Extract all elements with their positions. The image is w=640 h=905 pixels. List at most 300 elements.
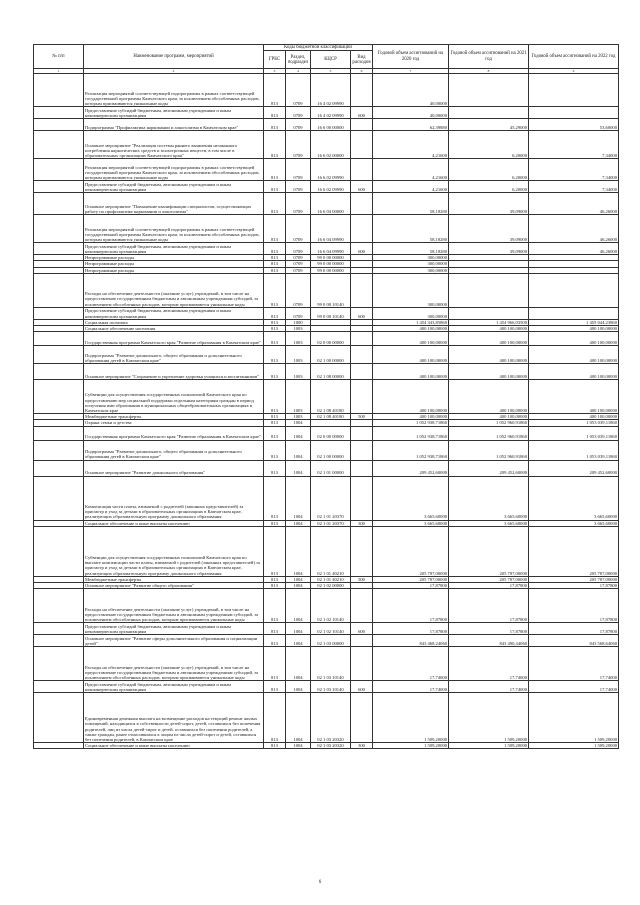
cell-section: 1004: [286, 623, 311, 635]
header-2021: Годовой объем ассигнований на 2021 год: [449, 45, 529, 69]
cell-kcsr: 16 4 02 09990: [311, 74, 351, 107]
cell-2021: 17,74000: [449, 681, 529, 693]
table-row: [34, 526, 619, 576]
cell-2020: 40,00000: [373, 107, 449, 119]
cell-name: Охрана семьи и детства: [84, 420, 264, 426]
cell-grbs: 813: [264, 267, 286, 273]
cell-grbs: 813: [264, 647, 286, 681]
table-row: [34, 131, 619, 159]
table-row: [34, 693, 619, 743]
column-number: 6: [351, 69, 373, 74]
table-row: [34, 681, 619, 693]
cell-num: [34, 215, 84, 243]
cell-2020: 300,00000: [373, 307, 449, 319]
cell-name: Предоставление субсидий бюджетным, автономным учреждениям и иным некоммерческим организациям: [84, 243, 264, 255]
cell-2022: 7,34000: [529, 131, 619, 159]
cell-kvr: 500: [351, 576, 373, 582]
cell-grbs: 813: [264, 346, 286, 364]
column-number: 3: [264, 69, 286, 74]
cell-grbs: 813: [264, 635, 286, 647]
cell-2021: 400 100,00000: [449, 332, 529, 346]
cell-grbs: 813: [264, 420, 286, 426]
cell-grbs: 813: [264, 589, 286, 623]
cell-num: [34, 681, 84, 693]
cell-kcsr: 02 1 03 20320: [311, 743, 351, 749]
cell-2021: 17,87800: [449, 623, 529, 635]
cell-2022: 1 455 044,23860: [529, 319, 619, 325]
cell-kvr: [351, 693, 373, 743]
cell-grbs: 813: [264, 380, 286, 414]
cell-section: 0709: [286, 307, 311, 319]
budget-document-page: [33, 44, 618, 749]
header-grbs: ГРБС: [264, 51, 286, 69]
cell-2021: 1 509,20000: [449, 743, 529, 749]
cell-2020: 400 100,00000: [373, 380, 449, 414]
cell-2020: 1 052 938,71860: [373, 420, 449, 426]
cell-kcsr: 16 6 04 00000: [311, 193, 351, 215]
cell-name: Государственная программа Камчатского края "Развитие образования в Камчатском крае": [84, 332, 264, 346]
table-header: [34, 45, 619, 74]
cell-name: Социальная политика: [84, 319, 264, 325]
cell-name: Подпрограмма "Развитие дошкольного, общего образования и дополнительного образования детей в Камчатском крае": [84, 346, 264, 364]
cell-kvr: 600: [351, 107, 373, 119]
cell-2021: 1 454 966,03500: [449, 319, 529, 325]
table-row: [34, 181, 619, 193]
cell-2022: [529, 74, 619, 107]
cell-name: Предоставление субсидий бюджетным, автономным учреждениям и иным некоммерческим организациям: [84, 623, 264, 635]
cell-num: [34, 589, 84, 623]
cell-kvr: [351, 332, 373, 346]
cell-num: [34, 440, 84, 460]
cell-2022: 17,87800: [529, 589, 619, 623]
cell-kcsr: 02 1 08 00000: [311, 364, 351, 380]
cell-section: 1003: [286, 414, 311, 420]
cell-kvr: [351, 526, 373, 576]
cell-2021: [449, 273, 529, 307]
cell-section: 1004: [286, 635, 311, 647]
cell-2020: 4,21600: [373, 181, 449, 193]
cell-name: Субвенции для осуществления государственных полномочий Камчатского края по предоставлению мер социальной поддержки отдельным категориям граждан в период получения ими образования в муниципальных общеобразовательных организациях в Камчатском крае: [84, 380, 264, 414]
cell-2020: 40,00000: [373, 74, 449, 107]
cell-section: 1004: [286, 576, 311, 582]
header-2020: Годовой объем ассигнований на 2020 год: [373, 45, 449, 69]
cell-2022: 205 787,00000: [529, 526, 619, 576]
cell-grbs: 813: [264, 107, 286, 119]
cell-2021: 39,09000: [449, 243, 529, 255]
table-row: [34, 332, 619, 346]
cell-section: 1004: [286, 693, 311, 743]
cell-2021: 17,87800: [449, 583, 529, 589]
cell-section: 0709: [286, 273, 311, 307]
cell-2020: 1 052 938,71860: [373, 440, 449, 460]
cell-grbs: 813: [264, 255, 286, 261]
cell-num: [34, 193, 84, 215]
cell-section: 1003: [286, 364, 311, 380]
cell-2021: 843 490,44060: [449, 635, 529, 647]
cell-name: Межбюджетные трансферты: [84, 414, 264, 420]
header-kcsr: КЦСР: [311, 51, 351, 69]
cell-kcsr: 02 0 00 00000: [311, 332, 351, 346]
cell-name: Расходы на обеспечение деятельности (оказание услуг) учреждений, в том числе на предоставление государственным бюджетным и автономным учреждениям субсидий, за исключением обособленных расходов, которым присваиваются уникальные коды: [84, 647, 264, 681]
table-row: [34, 193, 619, 215]
cell-name: Государственная программа Камчатского края "Развитие образования в Камчатском крае": [84, 426, 264, 440]
cell-name: Непрограммные расходы: [84, 255, 264, 261]
table-row: [34, 380, 619, 414]
cell-num: [34, 526, 84, 576]
cell-num: [34, 131, 84, 159]
cell-name: Расходы на обеспечение деятельности (оказание услуг) учреждений, в том числе на предоставление государственным бюджетным и автономным учреждениям субсидий, за исключением обособленных расходов, которым присваиваются уникальные коды: [84, 273, 264, 307]
cell-2020: 58,18280: [373, 215, 449, 243]
cell-grbs: 813: [264, 520, 286, 526]
cell-name: Подпрограмма "Профилактика наркомании и алкоголизма в Камчатском крае": [84, 119, 264, 131]
cell-section: 0709: [286, 74, 311, 107]
cell-2022: 400 100,00000: [529, 346, 619, 364]
table-row: [34, 215, 619, 243]
cell-kcsr: 02 0 00 00000: [311, 426, 351, 440]
cell-name: Социальное обеспечение и иные выплаты населению: [84, 520, 264, 526]
cell-kcsr: 99 0 00 00000: [311, 255, 351, 261]
table-row: [34, 440, 619, 460]
cell-kvr: [351, 635, 373, 647]
cell-2022: 17,87800: [529, 583, 619, 589]
cell-grbs: 813: [264, 119, 286, 131]
cell-kcsr: 16 4 02 09990: [311, 107, 351, 119]
cell-grbs: 813: [264, 273, 286, 307]
cell-grbs: 813: [264, 440, 286, 460]
cell-section: 0709: [286, 159, 311, 181]
cell-2022: 1 053 039,11860: [529, 420, 619, 426]
cell-kcsr: 16 6 04 09990: [311, 215, 351, 243]
cell-2022: 3 665,60000: [529, 520, 619, 526]
cell-2022: 400 100,00000: [529, 380, 619, 414]
cell-num: [34, 74, 84, 107]
cell-num: [34, 476, 84, 520]
cell-grbs: 813: [264, 159, 286, 181]
cell-2022: 1 053 039,11860: [529, 440, 619, 460]
cell-2020: 3 665,60000: [373, 476, 449, 520]
cell-2020: 62,39880: [373, 119, 449, 131]
cell-2022: [529, 107, 619, 119]
cell-name: Реализация мероприятий соответствующей подпрограммы в рамках соответствующей государственной программы Камчатского края, за исключением обособленных расходов, которым присваиваются уникальные коды: [84, 74, 264, 107]
cell-kvr: 300: [351, 520, 373, 526]
table-row: [34, 74, 619, 107]
cell-2021: 3 665,60000: [449, 520, 529, 526]
header-name: Наименование программ, мероприятий: [84, 45, 264, 69]
cell-grbs: 813: [264, 364, 286, 380]
cell-kcsr: 02 1 03 10140: [311, 647, 351, 681]
cell-2020: 205 787,00000: [373, 576, 449, 582]
cell-section: 0709: [286, 255, 311, 261]
header-section: Раздел, подраздел: [286, 51, 311, 69]
cell-num: [34, 181, 84, 193]
cell-kvr: 600: [351, 181, 373, 193]
cell-kvr: 500: [351, 414, 373, 420]
cell-2021: 17,74000: [449, 647, 529, 681]
cell-2020: 4,21600: [373, 131, 449, 159]
table-row: [34, 346, 619, 364]
cell-2020: 843 468,24060: [373, 635, 449, 647]
cell-2021: 400 100,00000: [449, 414, 529, 420]
cell-section: 0709: [286, 243, 311, 255]
cell-2021: 3 665,60000: [449, 476, 529, 520]
cell-2020: 17,87800: [373, 583, 449, 589]
cell-kvr: 600: [351, 623, 373, 635]
cell-grbs: 813: [264, 243, 286, 255]
cell-2022: [529, 307, 619, 319]
cell-2021: 205 787,00000: [449, 576, 529, 582]
cell-section: 1004: [286, 647, 311, 681]
cell-grbs: 813: [264, 576, 286, 582]
table-row: [34, 159, 619, 181]
cell-2021: [449, 74, 529, 107]
cell-kvr: [351, 589, 373, 623]
table-row: [34, 364, 619, 380]
cell-2021: 400 100,00000: [449, 380, 529, 414]
cell-2022: 400 100,00000: [529, 332, 619, 346]
cell-kcsr: 16 6 04 09990: [311, 243, 351, 255]
cell-name: Предоставление субсидий бюджетным, автономным учреждениям и иным некоммерческим организациям: [84, 107, 264, 119]
cell-kvr: [351, 273, 373, 307]
cell-2022: 1 053 039,11860: [529, 426, 619, 440]
cell-kvr: [351, 74, 373, 107]
cell-2022: 1 509,20000: [529, 693, 619, 743]
cell-kcsr: 02 1 01 20370: [311, 476, 351, 520]
cell-2020: 400 100,00000: [373, 332, 449, 346]
cell-2022: 7,34000: [529, 181, 619, 193]
cell-section: 1004: [286, 743, 311, 749]
cell-name: Компенсация части платы, взимаемой с родителей (законных представителей) за присмотр и уход за детьми в образовательных организациях в Камчатском крае, реализующих образовательную программу дошкольного образования: [84, 476, 264, 520]
cell-grbs: 813: [264, 426, 286, 440]
cell-2022: 7,34000: [529, 159, 619, 181]
cell-grbs: 813: [264, 623, 286, 635]
cell-num: [34, 119, 84, 131]
cell-kcsr: 99 0 00 10140: [311, 273, 351, 307]
cell-name: Предоставление субсидий бюджетным, автономным учреждениям и иным некоммерческим организациям: [84, 681, 264, 693]
cell-num: [34, 332, 84, 346]
table-row: [34, 589, 619, 623]
cell-section: 1003: [286, 380, 311, 414]
table-row: [34, 273, 619, 307]
cell-grbs: 813: [264, 526, 286, 576]
cell-2020: 17,87800: [373, 589, 449, 623]
cell-section: 1004: [286, 426, 311, 440]
cell-name: Основное мероприятие "Развитие дошкольного образования": [84, 460, 264, 476]
cell-2022: 1 509,20000: [529, 743, 619, 749]
cell-grbs: 813: [264, 181, 286, 193]
cell-grbs: 813: [264, 332, 286, 346]
cell-num: [34, 635, 84, 647]
table-row: [34, 647, 619, 681]
cell-name: Реализация мероприятий соответствующей подпрограммы в рамках соответствующей государственной программы Камчатского края, за исключением обособленных расходов, которым присваиваются уникальные коды: [84, 215, 264, 243]
cell-2020: 205 787,00000: [373, 526, 449, 576]
cell-kvr: 600: [351, 243, 373, 255]
cell-kcsr: 16 6 00 00000: [311, 119, 351, 131]
cell-kcsr: 02 1 03 00000: [311, 635, 351, 647]
cell-2021: 1 509,20000: [449, 693, 529, 743]
cell-name: Субвенции для осуществления государственных полномочий Камчатского края по выплате компенсации части платы, взимаемой с родителей (законных представителей) за присмотр и уход за детьми в образовательных организациях в Камчатском крае, реализующих образовательную программу дошкольного образования: [84, 526, 264, 576]
header-codes-group: Коды бюджетной классификации: [264, 45, 373, 51]
cell-2021: 400 100,00000: [449, 346, 529, 364]
cell-2021: [449, 307, 529, 319]
cell-name: Непрограммные расходы: [84, 261, 264, 267]
cell-2022: 400 100,00000: [529, 414, 619, 420]
cell-num: [34, 693, 84, 743]
cell-section: 1004: [286, 420, 311, 426]
cell-2020: 400 100,00000: [373, 414, 449, 420]
cell-grbs: 813: [264, 131, 286, 159]
cell-grbs: 813: [264, 460, 286, 476]
cell-kvr: 600: [351, 681, 373, 693]
cell-num: [34, 647, 84, 681]
cell-2022: 46,26000: [529, 193, 619, 215]
table-row: [34, 426, 619, 440]
cell-grbs: 813: [264, 74, 286, 107]
cell-section: 1004: [286, 681, 311, 693]
cell-kcsr: 02 1 01 00000: [311, 460, 351, 476]
cell-2020: 300,00000: [373, 255, 449, 261]
cell-section: 1004: [286, 526, 311, 576]
cell-2022: 17,74000: [529, 681, 619, 693]
cell-section: 0709: [286, 107, 311, 119]
cell-kcsr: 02 1 03 20320: [311, 693, 351, 743]
cell-name: Непрограммные расходы: [84, 267, 264, 273]
cell-2021: 17,87800: [449, 589, 529, 623]
table-row: [34, 107, 619, 119]
table-row: [34, 243, 619, 255]
cell-2022: 400 100,00000: [529, 326, 619, 332]
cell-2020: 1 454 343,85860: [373, 319, 449, 325]
cell-kvr: 600: [351, 307, 373, 319]
cell-num: [34, 307, 84, 319]
cell-2020: 400 100,00000: [373, 326, 449, 332]
cell-2022: [529, 273, 619, 307]
cell-2020: 17,87800: [373, 623, 449, 635]
cell-2021: 1 052 960,91860: [449, 426, 529, 440]
header-kvr: Вид расходов: [351, 51, 373, 69]
cell-2020: 400 100,00000: [373, 346, 449, 364]
cell-grbs: 813: [264, 215, 286, 243]
cell-section: 1003: [286, 326, 311, 332]
cell-kvr: [351, 440, 373, 460]
cell-2020: 58,18280: [373, 243, 449, 255]
cell-grbs: 813: [264, 326, 286, 332]
cell-kcsr: 16 6 02 00000: [311, 131, 351, 159]
cell-kcsr: 02 1 08 40180: [311, 380, 351, 414]
cell-grbs: 813: [264, 743, 286, 749]
cell-num: [34, 273, 84, 307]
cell-2020: 300,00000: [373, 261, 449, 267]
cell-section: 1003: [286, 332, 311, 346]
cell-kvr: [351, 426, 373, 440]
cell-2021: [449, 107, 529, 119]
cell-section: 1004: [286, 440, 311, 460]
cell-2020: 4,21600: [373, 159, 449, 181]
cell-kcsr: 02 1 01 40210: [311, 526, 351, 576]
cell-2020: 58,18280: [373, 193, 449, 215]
cell-section: 1004: [286, 476, 311, 520]
cell-name: Основное мероприятие "Сохранение и укрепление здоровья учащихся и воспитанников": [84, 364, 264, 380]
cell-2021: 45,29000: [449, 119, 529, 131]
cell-section: 1004: [286, 520, 311, 526]
cell-name: Основное мероприятие "Реализация системы раннего выявления незаконного потребления наркотических средств и психотропных веществ, в том числе в образовательных организациях Камчатского края": [84, 131, 264, 159]
column-number: 7: [373, 69, 449, 74]
cell-kvr: [351, 364, 373, 380]
cell-name: Реализация мероприятий соответствующей подпрограммы в рамках соответствующей государственной программы Камчатского края, за исключением обособленных расходов, которым присваиваются уникальные коды: [84, 159, 264, 181]
cell-kvr: 300: [351, 743, 373, 749]
cell-num: [34, 743, 84, 749]
cell-num: [34, 159, 84, 181]
cell-kcsr: 16 6 02 09990: [311, 159, 351, 181]
cell-kvr: [351, 159, 373, 181]
cell-2022: 17,74000: [529, 647, 619, 681]
page-number: 6: [318, 880, 322, 885]
cell-grbs: 813: [264, 693, 286, 743]
cell-2020: 300,00000: [373, 273, 449, 307]
cell-kvr: [351, 215, 373, 243]
cell-name: Единовременная денежная выплата на возмещение расходов на текущий ремонт жилых помещений, находящихся в собственности детей-сирот, детей, оставшихся без попечения родителей, лиц из числа детей-сирот и детей, оставшихся без попечения родителей, а также граждан, ранее относившихся к лицам из числа детей-сирот и детей, оставшихся без попечения родителей, в Камчатском крае: [84, 693, 264, 743]
cell-2020: 1 509,20000: [373, 693, 449, 743]
cell-kvr: [351, 346, 373, 364]
cell-2021: 39,09000: [449, 193, 529, 215]
cell-name: Социальное обеспечение и иные выплаты населению: [84, 743, 264, 749]
cell-section: 0709: [286, 193, 311, 215]
cell-kcsr: 02 1 00 00000: [311, 346, 351, 364]
cell-grbs: 813: [264, 307, 286, 319]
cell-num: [34, 380, 84, 414]
cell-2022: 205 787,00000: [529, 576, 619, 582]
cell-2020: 17,74000: [373, 647, 449, 681]
cell-kcsr: 99 0 00 10140: [311, 307, 351, 319]
cell-kvr: [351, 193, 373, 215]
cell-2020: 17,74000: [373, 681, 449, 693]
cell-name: Расходы на обеспечение деятельности (оказание услуг) учреждений, в том числе на предоставление государственным бюджетным и автономным учреждениям субсидий, за исключением обособленных расходов, которым присваиваются уникальные коды: [84, 589, 264, 623]
cell-section: 0709: [286, 267, 311, 273]
cell-grbs: 813: [264, 261, 286, 267]
cell-kcsr: 99 0 00 00000: [311, 267, 351, 273]
cell-2021: 6,20000: [449, 159, 529, 181]
cell-kvr: [351, 131, 373, 159]
cell-2021: 400 100,00000: [449, 326, 529, 332]
cell-section: 0709: [286, 181, 311, 193]
cell-section: 1004: [286, 583, 311, 589]
cell-num: [34, 346, 84, 364]
cell-num: [34, 426, 84, 440]
cell-2020: 209 452,60000: [373, 460, 449, 476]
cell-num: [34, 364, 84, 380]
column-number: 9: [529, 69, 619, 74]
column-number: 5: [311, 69, 351, 74]
cell-2021: 6,20000: [449, 131, 529, 159]
table-row: [34, 307, 619, 319]
cell-name: Основное мероприятие "Развитие сферы дополнительного образования и социализации детей": [84, 635, 264, 647]
cell-2020: 3 665,60000: [373, 520, 449, 526]
cell-2022: 3 665,60000: [529, 476, 619, 520]
cell-num: [34, 623, 84, 635]
cell-section: 0709: [286, 119, 311, 131]
column-number: 4: [286, 69, 311, 74]
cell-grbs: 813: [264, 476, 286, 520]
table-row: [34, 743, 619, 749]
column-number: 1: [34, 69, 84, 74]
cell-kcsr: 02 1 01 20370: [311, 520, 351, 526]
cell-name: Основное мероприятие "Повышение квалификации специалистов, осуществляющих работу по профилактике наркомании и алкоголизма": [84, 193, 264, 215]
cell-section: 0709: [286, 215, 311, 243]
cell-2020: 1 509,20000: [373, 743, 449, 749]
table-row: [34, 476, 619, 520]
table-row: [34, 460, 619, 476]
cell-section: 1004: [286, 589, 311, 623]
cell-section: 1000: [286, 319, 311, 325]
